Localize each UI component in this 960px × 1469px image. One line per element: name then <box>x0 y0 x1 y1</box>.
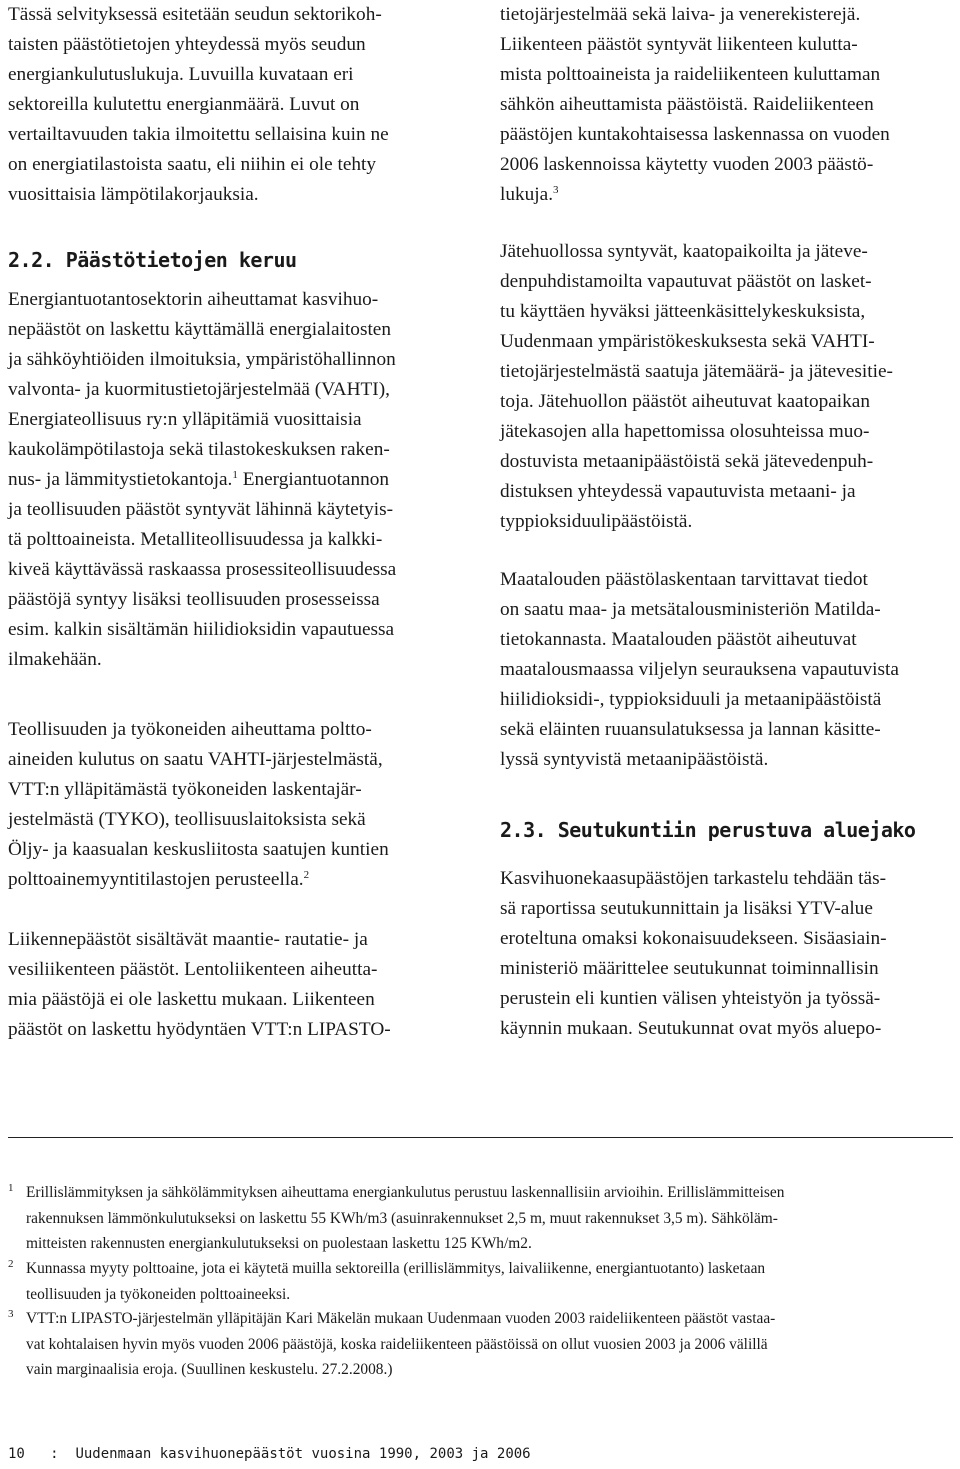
footnote-ref-2[interactable]: 2 <box>303 869 310 881</box>
footnote-1: 1 Erillislämmityksen ja sähkölämmityksen aiheuttama energiankulutus perustuu laskennallisiin arvioihin. Erillislämmitteisen rakennuksen lämmönkulutukseksi on laskettu 55 KWh/m3 (asuinrakennukset 2,5 m, muut rakennukset 3,5 m). Sähköläm- mitteisten rakennusten energiankulutukseksi on puolestaan laskettu 125 KWh/m2. <box>8 1182 785 1252</box>
footnote-3: 3 VTT:n LIPASTO-järjestelmän ylläpitäjän Kari Mäkelän mukaan Uudenmaan vuoden 2003 raideliikenteen päästöt vastaa- vat kohtalaisen hyvin myös vuoden 2006 päästöjä, koska raideliikenteen päästöissä on ollut vuosien 2003 ja 2006 välillä vain marginaalisia eroja. (Suullinen keskustelu. 27.2.2008.) <box>8 1308 776 1378</box>
paragraph-regions: Kasvihuonekaasupäästöjen tarkastelu tehdään täs- sä raportissa seutukunnittain ja lisäksi YTV-alue eroteltuna omaksi kokonaisuudekseen. Sisäasiain- ministeriö määrittelee seutukunnat toiminnallisin perustein eli kuntien välisen yhteistyön ja työssä- käynnin mukaan. Seutukunnat ovat myös aluepo- <box>500 868 887 1039</box>
footnote-ref-3[interactable]: 3 <box>553 184 559 196</box>
section-heading-2-3: 2.3. Seutukuntiin perustuva aluejako <box>500 818 916 842</box>
paragraph-agriculture: Maatalouden päästölaskentaan tarvittavat tiedot on saatu maa- ja metsätalousministeriön Matilda- tietokannasta. Maatalouden päästöt aiheutuvat maatalousmaassa viljelyn seurauksena vapautuvista hiilidioksidi-, typpioksiduuli ja metaanipäästöistä sekä eläinten ruuansulatuksessa ja lannan käsitte- lyssä syntyvistä metaanipäästöistä. <box>500 569 899 770</box>
paragraph-energy-sector: Energiantuotantosektorin aiheuttamat kasvihuo- nepäästöt on laskettu käyttämällä energialaitosten ja sähköyhtiöiden ilmoituksia, ympäristöhallinnon valvonta- ja kuormitustietojärjestelmää (VAHTI), Energiateollisuus ry:n ylläpitämiä vuosittaisia kaukolämpötilastoja sekä tilastokeskuksen raken- nus- ja lämmitystietokantoja.$^1$ Energiantuotannon ja teollisuuden päästöt syntyvät lähinnä käytetyis- tä polttoaineista. Metalliteollisuudessa ja kalkki- kiveä käyttävässä raskaassa prosessiteollisuudessa päästöjä syntyy lisäksi teollisuuden prosesseissa esim. kalkin sisältämän hiilidioksidin vapautuessa ilmakehään. <box>8 289 397 670</box>
page-number: 10 <box>8 1446 25 1462</box>
publication-title: Uudenmaan kasvihuonepäästöt vuosina 1990, 2003 ja 2006 <box>75 1446 531 1462</box>
footnote-number: 1 <box>8 1182 14 1194</box>
footnote-ref-1[interactable]: 1 <box>232 469 238 481</box>
footnote-2: 2 Kunnassa myyty polttoaine, jota ei käytetä muilla sektoreilla (erillislämmitys, laivaliikenne, energiantuotanto) lasketaan teollisuuden ja työkoneiden polttoaineeksi. <box>8 1258 766 1303</box>
footnote-number: 3 <box>8 1308 14 1320</box>
footer-separator: : <box>50 1446 59 1462</box>
intro-paragraph: Tässä selvityksessä esitetään seudun sektorikoh- taisten päästötietojen yhteydessä myös seudun energiankulutuslukuja. Luvuilla kuvataan eri sektoreilla kulutettu energianmäärä. Luvut on vertailtavuuden takia ilmoitettu sellaisina kuin ne on energiatilastoista saatu, eli niihin ei ole tehty vuosittaisia lämpötilakorjauksia. <box>8 4 389 205</box>
paragraph-traffic-continued: tietojärjestelmää sekä laiva- ja venerekisterejä. Liikenteen päästöt syntyvät liikenteen kulutta- mista polttoaineista ja raideliikenteen kuluttaman sähkön aiheuttamista päästöistä. Raideliikenteen päästöjen kuntakohtaisessa laskennassa on vuoden 2006 laskennoissa käytetty vuoden 2003 päästö- lukuja.$^3$ <box>500 4 890 205</box>
paragraph-waste: Jätehuollossa syntyvät, kaatopaikoilta ja jäteve- denpuhdistamoilta vapautuvat päästöt on lasket- tu käyttäen hyväksi jätteenkäsittelykeskuksista, Uudenmaan ympäristökeskuksesta sekä VAHTI- tietojärjestelmästä saatuja jätemäärä- ja jätevesitie- toja. Jätehuollon päästöt aiheutuvat kaatopaikan jätekasojen alla hapettomissa olosuhteissa muo- dostuvista metaanipäästöistä sekä jätevedenpuh- distuksen yhteydessä vapautuvista metaani- ja typpioksiduulipäästöistä. <box>500 241 893 532</box>
section-heading-2-2: 2.2. Päästötietojen keruu <box>8 248 297 272</box>
footnote-divider <box>8 1137 953 1138</box>
paragraph-traffic: Liikennepäästöt sisältävät maantie- rautatie- ja vesiliikenteen päästöt. Lentoliikenteen aiheutta- mia päästöjä ei ole laskettu mukaan. Liikenteen päästöt on laskettu hyödyntäen VTT:n LIPASTO- <box>8 929 391 1040</box>
page-footer <box>8 1444 531 1464</box>
paragraph-industry: Teollisuuden ja työkoneiden aiheuttama poltto- aineiden kulutus on saatu VAHTI-järjestelmästä, VTT:n ylläpitämästä työkoneiden laskentajär- jestelmästä (TYKO), teollisuuslaitoksista sekä Öljy- ja kaasualan keskusliitosta saatujen kuntien polttoainemyyntitilastojen perusteella.$^2$ <box>8 719 389 890</box>
footnote-number: 2 <box>8 1258 14 1270</box>
